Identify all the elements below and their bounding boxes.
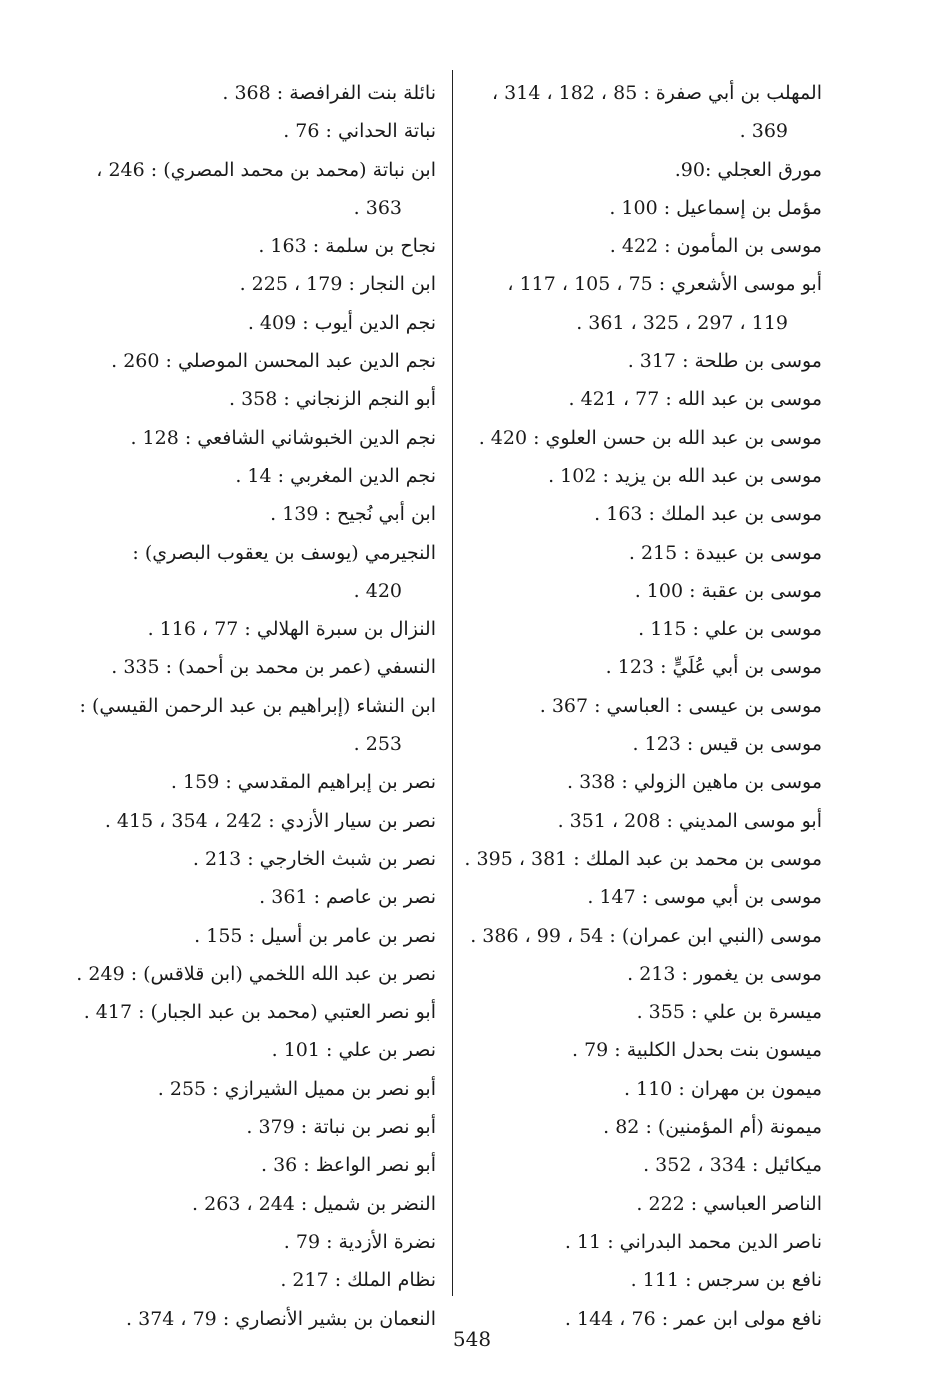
index-entry: موسى بن محمد بن عبد الملك : 381 ، 395 .	[464, 847, 822, 870]
index-entry: المهلب بن أبي صفرة : 85 ، 182 ، 314 ،	[491, 82, 822, 104]
index-entry: موسى بن أبي موسى : 147 .	[587, 886, 822, 909]
index-entry: ابن النشاء (إبراهيم بن عبد الرحمن القيسي) :	[79, 694, 436, 717]
index-entry: أبو نصر بن مميل الشيرازي : 255 .	[157, 1077, 436, 1100]
index-entry: موسى بن عبد الملك : 163 .	[594, 503, 822, 526]
index-entry: نصر بن علي : 101 .	[271, 1039, 436, 1062]
index-entry: نضرة الأزدية : 79 .	[283, 1230, 436, 1253]
index-entry: نصر بن عاصم : 361 .	[259, 886, 436, 909]
index-entry: النجيرمي (يوسف بن يعقوب البصري) :	[132, 541, 436, 564]
page-number: 548	[452, 1327, 492, 1351]
index-entry: نباتة الحداني : 76 .	[283, 120, 436, 143]
index-entry: النضر بن شميل : 244 ، 263 .	[192, 1192, 436, 1215]
index-entry: ابن أبي نُجيح : 139 .	[270, 503, 436, 526]
index-entry-continuation: 119 ، 297 ، 325 ، 361 .	[576, 311, 788, 334]
index-entry: أبو نصر العتبي (محمد بن عبد الجبار) : 417 .	[83, 1001, 436, 1024]
index-entry: ابن نباتة (محمد بن محمد المصري) : 246 ،	[96, 158, 436, 181]
index-entry: أبو نصر الواعظ : 36 .	[260, 1154, 436, 1177]
index-entry: نصر بن شبث الخارجي : 213 .	[192, 847, 436, 870]
index-entry-continuation: 363 .	[353, 196, 402, 219]
index-entry: ميكائيل : 334 ، 352 .	[643, 1154, 822, 1177]
index-entry: موسى بن قيس : 123 .	[632, 733, 822, 756]
index-entry: ميمونة (أم المؤمنين) : 82 .	[603, 1116, 822, 1139]
index-entry: مؤمل بن إسماعيل : 100 .	[609, 196, 822, 219]
index-entry: نجم الدين الخبوشاني الشافعي : 128 .	[130, 426, 436, 449]
index-entry: نصر بن عبد الله اللخمي (ابن قلاقس) : 249 .	[76, 962, 436, 985]
index-entry: نصر بن سيار الأزدي : 242 ، 354 ، 415 .	[104, 809, 436, 832]
index-entry: ابن النجار : 179 ، 225 .	[239, 273, 436, 296]
index-entry: نصر بن عامر بن أسيل : 155 .	[194, 924, 436, 947]
index-entry: موسى بن عبيدة : 215 .	[628, 541, 822, 564]
index-entry: نصر بن إبراهيم المقدسي : 159 .	[170, 771, 436, 794]
index-entry: موسى بن عيسى : العباسي : 367 .	[539, 694, 822, 717]
index-entry: موسى بن عبد الله بن يزيد : 102 .	[548, 464, 822, 487]
index-entry: نظام الملك : 217 .	[280, 1269, 436, 1292]
index-entry: نجم الدين عبد المحسن الموصلي : 260 .	[111, 350, 436, 373]
index-entry: نافع مولى ابن عمر : 76 ، 144 .	[564, 1307, 822, 1330]
index-entry: أبو موسى الأشعري : 75 ، 105 ، 117 ،	[507, 273, 822, 296]
index-entry: موسى بن المأمون : 422 .	[609, 235, 822, 258]
index-entry: موسى بن يغمور : 213 .	[627, 962, 822, 985]
index-column-right	[464, 74, 822, 1338]
index-entry: النعمان بن بشير الأنصاري : 79 ، 374 .	[126, 1307, 436, 1330]
index-entry: موسى بن علي : 115 .	[638, 618, 822, 641]
index-entry: موسى بن عبد الله : 77 ، 421 .	[568, 388, 822, 411]
index-entry: نجم الدين المغربي : 14 .	[235, 464, 436, 487]
index-entry: موسى بن أبي عُلَيٍّ : 123 .	[605, 656, 822, 679]
index-entry: مورق العجلي :90.	[674, 158, 822, 181]
index-entry: أبو النجم الزنجاني : 358 .	[228, 388, 436, 411]
index-entry: ميسرة بن علي : 355 .	[636, 1001, 822, 1024]
index-entry: موسى بن عبد الله بن حسن العلوي : 420 .	[478, 426, 822, 449]
index-entry: نجم الدين أيوب : 409 .	[247, 311, 436, 334]
index-entry: موسى (النبي ابن عمران) : 54 ، 99 ، 386 .	[470, 924, 822, 947]
index-entry-continuation: 420 .	[353, 579, 402, 602]
index-entry-continuation: 253 .	[353, 733, 402, 756]
index-entry: أبو نصر بن نباتة : 379 .	[246, 1116, 436, 1139]
index-entry: ناصر الدين محمد البدراني : 11 .	[564, 1230, 822, 1253]
column-divider	[452, 70, 453, 1296]
index-entry: موسى بن طلحة : 317 .	[627, 350, 822, 373]
index-entry: النسفي (عمر بن محمد بن أحمد) : 335 .	[111, 656, 436, 679]
index-entry: أبو موسى المديني : 208 ، 351 .	[557, 809, 822, 832]
index-entry: موسى بن ماهين الزولي : 338 .	[567, 771, 822, 794]
index-entry: الناصر العباسي : 222 .	[636, 1192, 822, 1215]
index-entry: ميمون بن مهران : 110 .	[624, 1077, 822, 1100]
index-column-left	[76, 74, 436, 1338]
index-entry: نائلة بنت الفرافصة : 368 .	[222, 82, 436, 104]
index-entry-continuation: 369 .	[739, 120, 788, 143]
index-entry: ميسون بنت بحدل الكلبية : 79 .	[571, 1039, 822, 1062]
index-entry: النزال بن سبرة الهلالي : 77 ، 116 .	[147, 618, 436, 641]
index-entry: نجاح بن سلمة : 163 .	[258, 235, 436, 258]
index-entry: نافع بن سرجس : 111 .	[630, 1269, 822, 1292]
index-entry: موسى بن عقبة : 100 .	[634, 579, 822, 602]
